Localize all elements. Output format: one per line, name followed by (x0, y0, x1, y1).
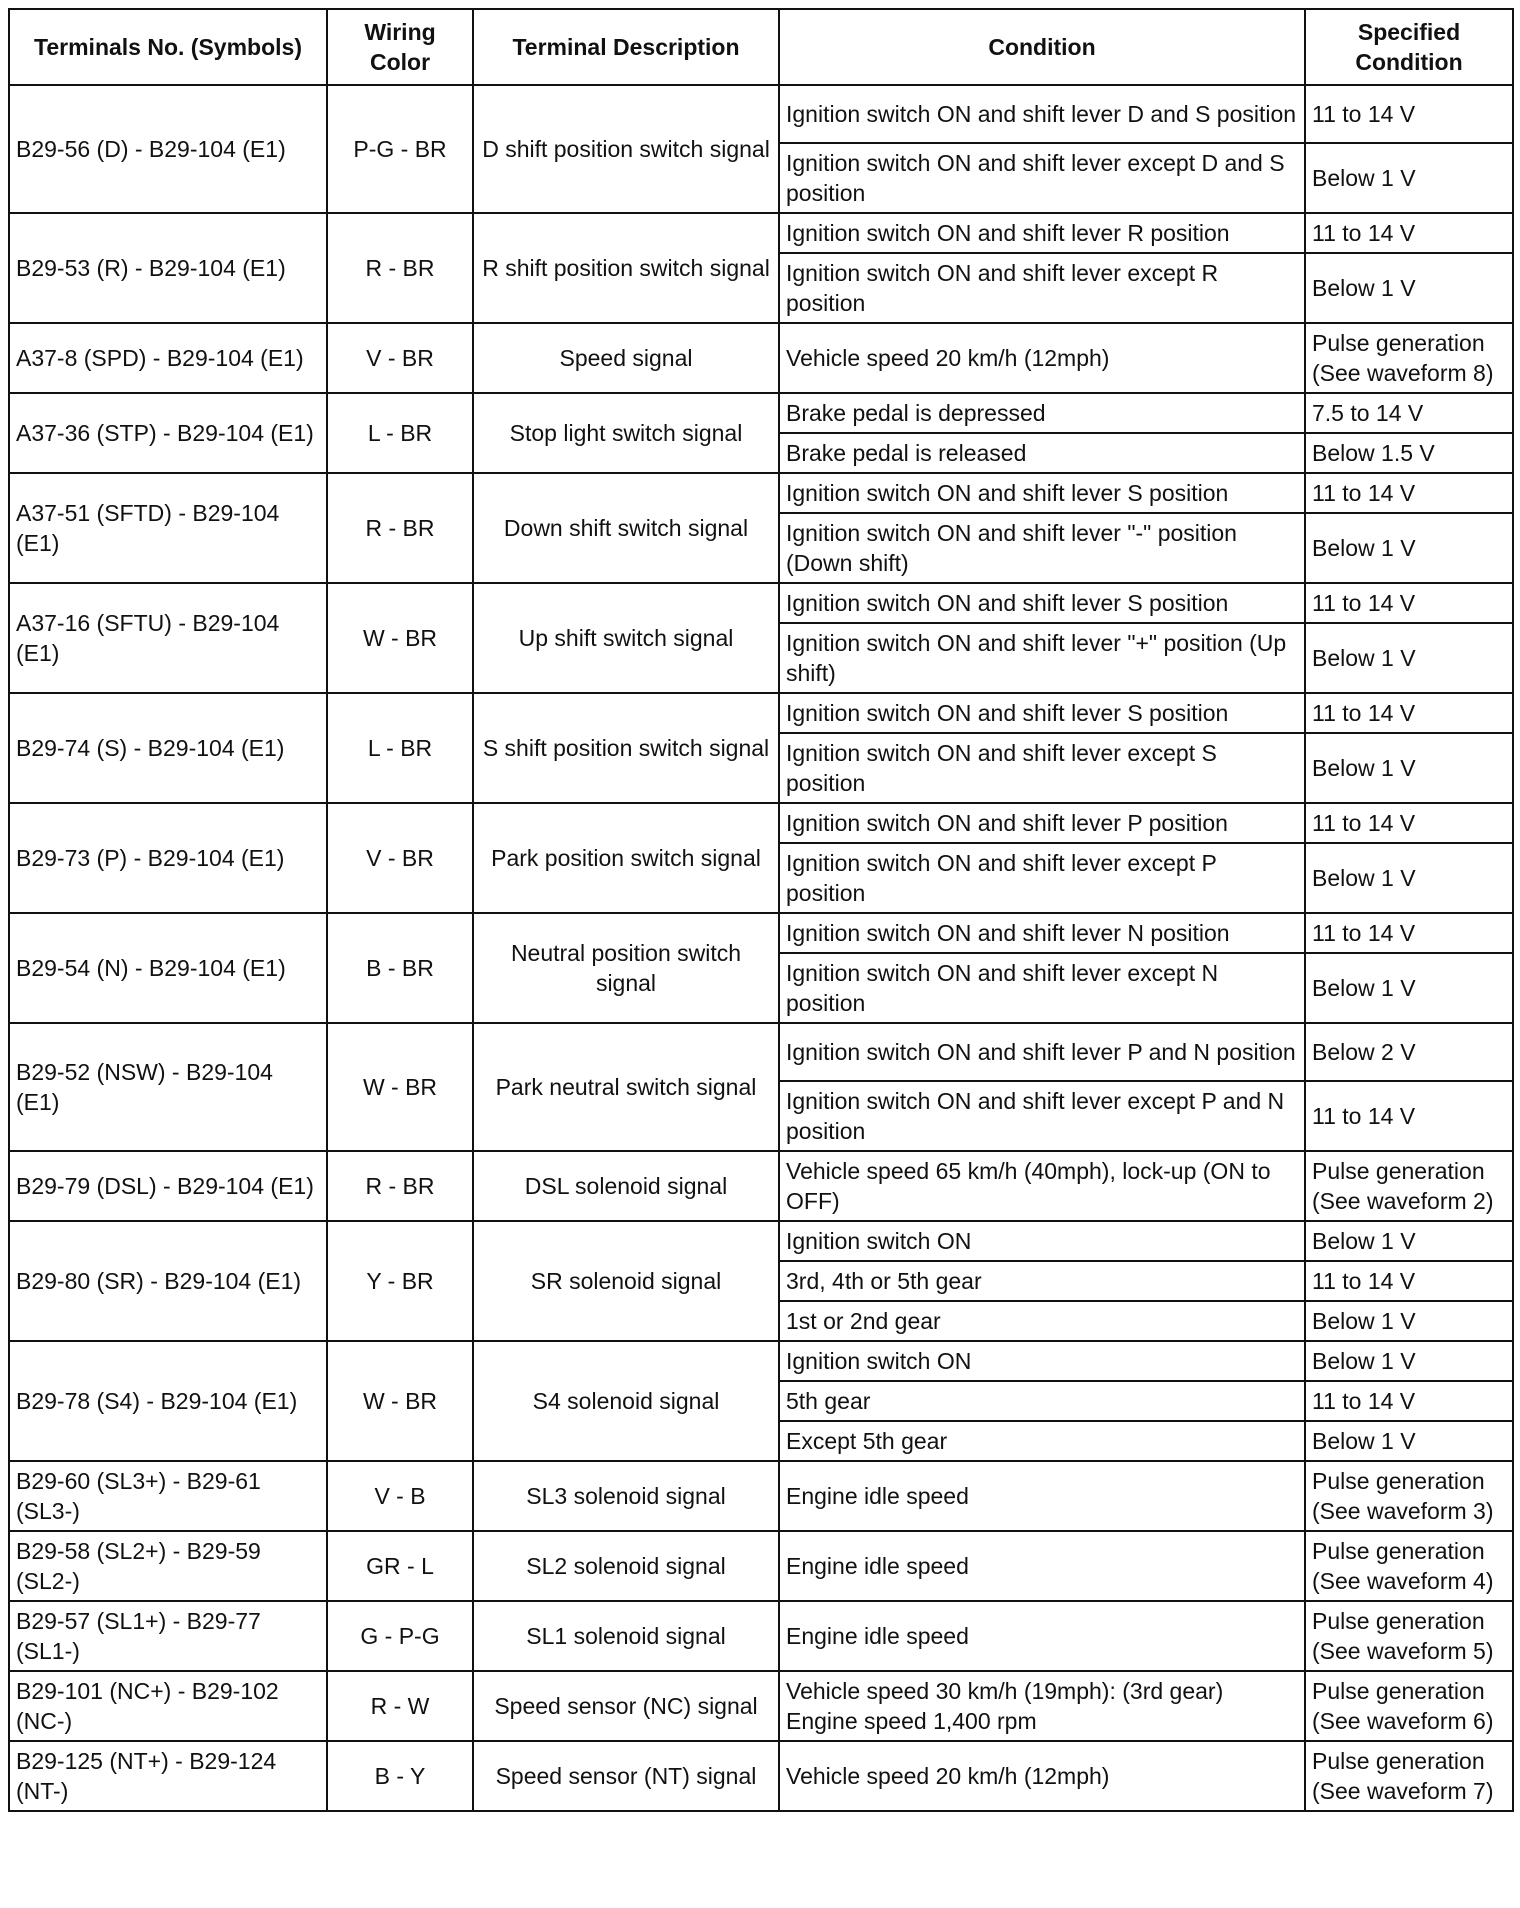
specified-condition-cell: Below 1 V (1305, 953, 1513, 1023)
table-row (9, 213, 1513, 253)
condition-cell: Engine idle speed (779, 1461, 1305, 1531)
specified-condition-cell: Below 1 V (1305, 1421, 1513, 1461)
table-row (9, 803, 1513, 843)
specified-condition-cell: Below 1 V (1305, 1221, 1513, 1261)
condition-cell: Ignition switch ON and shift lever except P position (779, 843, 1305, 913)
terminal-description-cell: SL2 solenoid signal (473, 1531, 779, 1601)
specified-condition-cell: Below 2 V (1305, 1023, 1513, 1081)
condition-cell: Ignition switch ON and shift lever "-" position (Down shift) (779, 513, 1305, 583)
wiring-color-cell: V - BR (327, 323, 473, 393)
terminal-cell: A37-8 (SPD) - B29-104 (E1) (9, 323, 327, 393)
condition-cell: Ignition switch ON and shift lever "+" position (Up shift) (779, 623, 1305, 693)
specified-condition-cell: Pulse generation (See waveform 8) (1305, 323, 1513, 393)
terminal-description-cell: Speed sensor (NC) signal (473, 1671, 779, 1741)
terminal-cell: A37-16 (SFTU) - B29-104 (E1) (9, 583, 327, 693)
terminal-cell: A37-51 (SFTD) - B29-104 (E1) (9, 473, 327, 583)
specified-condition-cell: Below 1.5 V (1305, 433, 1513, 473)
condition-cell: Ignition switch ON and shift lever except S position (779, 733, 1305, 803)
specified-condition-cell: Pulse generation (See waveform 5) (1305, 1601, 1513, 1671)
condition-cell: 5th gear (779, 1381, 1305, 1421)
wiring-color-cell: B - Y (327, 1741, 473, 1811)
condition-cell: Ignition switch ON (779, 1221, 1305, 1261)
terminal-description-cell: DSL solenoid signal (473, 1151, 779, 1221)
specified-condition-cell: Pulse generation (See waveform 2) (1305, 1151, 1513, 1221)
terminal-description-cell: Park position switch signal (473, 803, 779, 913)
specified-condition-cell: Pulse generation (See waveform 4) (1305, 1531, 1513, 1601)
table-row (9, 473, 1513, 513)
terminal-description-cell: Speed sensor (NT) signal (473, 1741, 779, 1811)
wiring-color-cell: P-G - BR (327, 85, 473, 213)
terminal-cell: B29-80 (SR) - B29-104 (E1) (9, 1221, 327, 1341)
terminal-description-cell: R shift position switch signal (473, 213, 779, 323)
terminal-description-cell: S shift position switch signal (473, 693, 779, 803)
wiring-color-cell: W - BR (327, 1341, 473, 1461)
condition-cell: Ignition switch ON and shift lever except D and S position (779, 143, 1305, 213)
condition-cell: Ignition switch ON and shift lever R position (779, 213, 1305, 253)
wiring-color-cell: R - W (327, 1671, 473, 1741)
condition-cell: Ignition switch ON and shift lever P position (779, 803, 1305, 843)
table-row (9, 1601, 1513, 1671)
specified-condition-cell: 11 to 14 V (1305, 803, 1513, 843)
table-row (9, 1151, 1513, 1221)
table-row (9, 913, 1513, 953)
terminal-cell: B29-79 (DSL) - B29-104 (E1) (9, 1151, 327, 1221)
condition-cell: Vehicle speed 20 km/h (12mph) (779, 1741, 1305, 1811)
table-row (9, 1671, 1513, 1741)
specified-condition-cell: Below 1 V (1305, 143, 1513, 213)
wiring-color-cell: R - BR (327, 213, 473, 323)
specified-condition-cell: Pulse generation (See waveform 3) (1305, 1461, 1513, 1531)
specified-condition-cell: 11 to 14 V (1305, 583, 1513, 623)
condition-cell: Ignition switch ON and shift lever N position (779, 913, 1305, 953)
header-terminal-description: Terminal Description (473, 9, 779, 85)
condition-cell: Ignition switch ON and shift lever S position (779, 693, 1305, 733)
condition-cell: Ignition switch ON and shift lever S position (779, 583, 1305, 623)
specified-condition-cell: 11 to 14 V (1305, 1261, 1513, 1301)
wiring-color-cell: G - P-G (327, 1601, 473, 1671)
wiring-color-cell: L - BR (327, 393, 473, 473)
terminal-description-cell: Down shift switch signal (473, 473, 779, 583)
table-row (9, 393, 1513, 433)
table-row (9, 583, 1513, 623)
header-wiring-color: Wiring Color (327, 9, 473, 85)
condition-cell: Brake pedal is released (779, 433, 1305, 473)
condition-cell: Vehicle speed 65 km/h (40mph), lock-up (ON to OFF) (779, 1151, 1305, 1221)
specified-condition-cell: Pulse generation (See waveform 7) (1305, 1741, 1513, 1811)
wiring-color-cell: V - BR (327, 803, 473, 913)
condition-cell: Except 5th gear (779, 1421, 1305, 1461)
terminal-cell: B29-74 (S) - B29-104 (E1) (9, 693, 327, 803)
specified-condition-cell: Below 1 V (1305, 623, 1513, 693)
terminal-description-cell: SR solenoid signal (473, 1221, 779, 1341)
condition-cell: Ignition switch ON and shift lever S position (779, 473, 1305, 513)
terminal-cell: B29-125 (NT+) - B29-124 (NT-) (9, 1741, 327, 1811)
wiring-color-cell: V - B (327, 1461, 473, 1531)
condition-cell: Engine idle speed (779, 1531, 1305, 1601)
terminal-cell: B29-73 (P) - B29-104 (E1) (9, 803, 327, 913)
table-row (9, 1221, 1513, 1261)
wiring-color-cell: B - BR (327, 913, 473, 1023)
condition-cell: Ignition switch ON and shift lever except P and N position (779, 1081, 1305, 1151)
terminal-cell: B29-52 (NSW) - B29-104 (E1) (9, 1023, 327, 1151)
wiring-color-cell: Y - BR (327, 1221, 473, 1341)
specified-condition-cell: Below 1 V (1305, 1341, 1513, 1381)
wiring-color-cell: L - BR (327, 693, 473, 803)
terminal-cell: B29-56 (D) - B29-104 (E1) (9, 85, 327, 213)
wiring-color-cell: R - BR (327, 1151, 473, 1221)
table-row (9, 1741, 1513, 1811)
terminal-description-cell: SL3 solenoid signal (473, 1461, 779, 1531)
specified-condition-cell: 11 to 14 V (1305, 1081, 1513, 1151)
terminal-cell: B29-53 (R) - B29-104 (E1) (9, 213, 327, 323)
condition-cell: Ignition switch ON and shift lever D and S position (779, 85, 1305, 143)
terminal-description-cell: D shift position switch signal (473, 85, 779, 213)
header-row (9, 9, 1513, 85)
wiring-color-cell: GR - L (327, 1531, 473, 1601)
terminal-description-cell: SL1 solenoid signal (473, 1601, 779, 1671)
table-body (9, 85, 1513, 1811)
specified-condition-cell: Below 1 V (1305, 843, 1513, 913)
condition-cell: Brake pedal is depressed (779, 393, 1305, 433)
terminal-cell: B29-58 (SL2+) - B29-59 (SL2-) (9, 1531, 327, 1601)
specified-condition-cell: Below 1 V (1305, 1301, 1513, 1341)
specified-condition-cell: Pulse generation (See waveform 6) (1305, 1671, 1513, 1741)
terminal-cell: B29-101 (NC+) - B29-102 (NC-) (9, 1671, 327, 1741)
terminal-description-cell: Up shift switch signal (473, 583, 779, 693)
terminal-cell: A37-36 (STP) - B29-104 (E1) (9, 393, 327, 473)
specified-condition-cell: Below 1 V (1305, 253, 1513, 323)
terminal-cell: B29-54 (N) - B29-104 (E1) (9, 913, 327, 1023)
specified-condition-cell: 11 to 14 V (1305, 1381, 1513, 1421)
wiring-color-cell: W - BR (327, 583, 473, 693)
specified-condition-cell: Below 1 V (1305, 733, 1513, 803)
wiring-color-cell: W - BR (327, 1023, 473, 1151)
condition-cell: 3rd, 4th or 5th gear (779, 1261, 1305, 1301)
terminal-description-cell: Speed signal (473, 323, 779, 393)
specified-condition-cell: 11 to 14 V (1305, 213, 1513, 253)
condition-cell: Vehicle speed 20 km/h (12mph) (779, 323, 1305, 393)
wiring-color-cell: R - BR (327, 473, 473, 583)
terminal-cell: B29-78 (S4) - B29-104 (E1) (9, 1341, 327, 1461)
table-row (9, 1461, 1513, 1531)
condition-cell: Ignition switch ON and shift lever except R position (779, 253, 1305, 323)
terminal-spec-table (8, 8, 1514, 1812)
condition-cell: 1st or 2nd gear (779, 1301, 1305, 1341)
specified-condition-cell: 7.5 to 14 V (1305, 393, 1513, 433)
table-row (9, 85, 1513, 143)
terminal-cell: B29-57 (SL1+) - B29-77 (SL1-) (9, 1601, 327, 1671)
condition-cell: Vehicle speed 30 km/h (19mph): (3rd gear) Engine speed 1,400 rpm (779, 1671, 1305, 1741)
condition-cell: Ignition switch ON and shift lever P and N position (779, 1023, 1305, 1081)
table-row (9, 323, 1513, 393)
table-row (9, 1023, 1513, 1081)
table-row (9, 1341, 1513, 1381)
condition-cell: Engine idle speed (779, 1601, 1305, 1671)
header-terminals: Terminals No. (Symbols) (9, 9, 327, 85)
condition-cell: Ignition switch ON (779, 1341, 1305, 1381)
terminal-description-cell: S4 solenoid signal (473, 1341, 779, 1461)
specified-condition-cell: 11 to 14 V (1305, 693, 1513, 733)
terminal-description-cell: Neutral position switch signal (473, 913, 779, 1023)
terminal-description-cell: Park neutral switch signal (473, 1023, 779, 1151)
terminal-cell: B29-60 (SL3+) - B29-61 (SL3-) (9, 1461, 327, 1531)
table-row (9, 1531, 1513, 1601)
header-condition: Condition (779, 9, 1305, 85)
table-row (9, 693, 1513, 733)
header-specified-condition: Specified Condition (1305, 9, 1513, 85)
specified-condition-cell: Below 1 V (1305, 513, 1513, 583)
specified-condition-cell: 11 to 14 V (1305, 473, 1513, 513)
terminal-description-cell: Stop light switch signal (473, 393, 779, 473)
condition-cell: Ignition switch ON and shift lever except N position (779, 953, 1305, 1023)
specified-condition-cell: 11 to 14 V (1305, 913, 1513, 953)
specified-condition-cell: 11 to 14 V (1305, 85, 1513, 143)
